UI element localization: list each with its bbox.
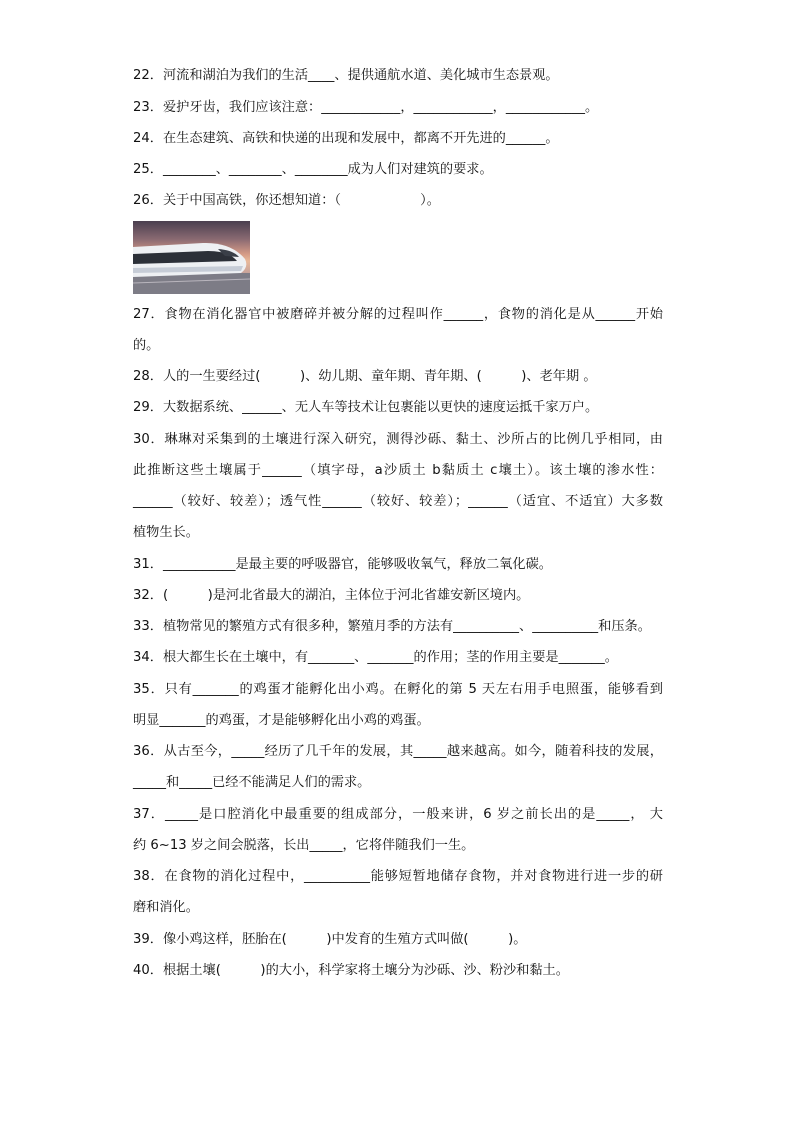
question-33: 33．植物常见的繁殖方式有很多种，繁殖月季的方法有__________、__________和压条。 <box>133 619 651 634</box>
question-30-cont2: ______（较好、较差）；透气性______（较好、较差）；______（适宜、不适宜）大多数 <box>133 494 663 509</box>
question-38: 38．在食物的消化过程中，__________能够短暂地储存食物，并对食物进行进一步的研 <box>133 869 663 884</box>
question-23: 23．爱护牙齿，我们应该注意：____________，____________，____________。 <box>133 100 599 115</box>
question-36: 36．从古至今，_____经历了几千年的发展，其_____越来越高。如今，随着科技的发展， <box>133 744 663 759</box>
question-35-cont: 明显_______的鸡蛋，才是能够孵化出小鸡的鸡蛋。 <box>133 713 430 728</box>
question-26: 26．关于中国高铁，你还想知道：（ ）。 <box>133 193 440 208</box>
question-24: 24．在生态建筑、高铁和快递的出现和发展中，都离不开先进的______。 <box>133 131 559 146</box>
question-29: 29．大数据系统、______、无人车等技术让包裹能以更快的速度运抵千家万户。 <box>133 400 599 415</box>
question-38-cont: 磨和消化。 <box>133 900 199 915</box>
question-37-cont: 约 6~13 岁之间会脱落，长出_____，它将伴随我们一生。 <box>133 838 475 853</box>
high-speed-train-photo <box>133 221 250 294</box>
question-35: 35．只有_______的鸡蛋才能孵化出小鸡。在孵化的第 5 天左右用手电照蛋，能够看到 <box>133 682 663 697</box>
question-27-cont: 的。 <box>133 338 160 353</box>
question-32: 32．( )是河北省最大的湖泊，主体位于河北省雄安新区境内。 <box>133 588 530 603</box>
question-22: 22．河流和湖泊为我们的生活____、提供通航水道、美化城市生态景观。 <box>133 68 559 83</box>
question-34: 34．根大都生长在土壤中，有_______、_______的作用；茎的作用主要是_______。 <box>133 650 618 665</box>
question-31: 31．___________是最主要的呼吸器官，能够吸收氧气，释放二氧化碳。 <box>133 557 552 572</box>
question-25: 25．________、________、________成为人们对建筑的要求。 <box>133 162 493 177</box>
question-40: 40．根据土壤( )的大小，科学家将土壤分为沙砾、沙、粉沙和黏土。 <box>133 963 569 978</box>
question-30: 30．琳琳对采集到的土壤进行深入研究，测得沙砾、黏土、沙所占的比例几乎相同，由 <box>133 432 663 447</box>
question-39: 39．像小鸡这样，胚胎在( )中发育的生殖方式叫做( )。 <box>133 932 527 947</box>
question-27: 27．食物在消化器官中被磨碎并被分解的过程叫作______，食物的消化是从______开始 <box>133 307 663 322</box>
question-36-cont: _____和_____已经不能满足人们的需求。 <box>133 775 371 790</box>
question-37: 37．_____是口腔消化中最重要的组成部分，一般来讲，6 岁之前长出的是_____， 大 <box>133 807 663 822</box>
question-30-cont3: 植物生长。 <box>133 525 199 540</box>
question-30-cont: 此推断这些土壤属于______（填字母，a沙质土 b黏质土 c壤土）。该土壤的渗水性： <box>133 463 663 478</box>
question-28: 28．人的一生要经过( )、幼儿期、童年期、青年期、( )、老年期 。 <box>133 369 597 384</box>
